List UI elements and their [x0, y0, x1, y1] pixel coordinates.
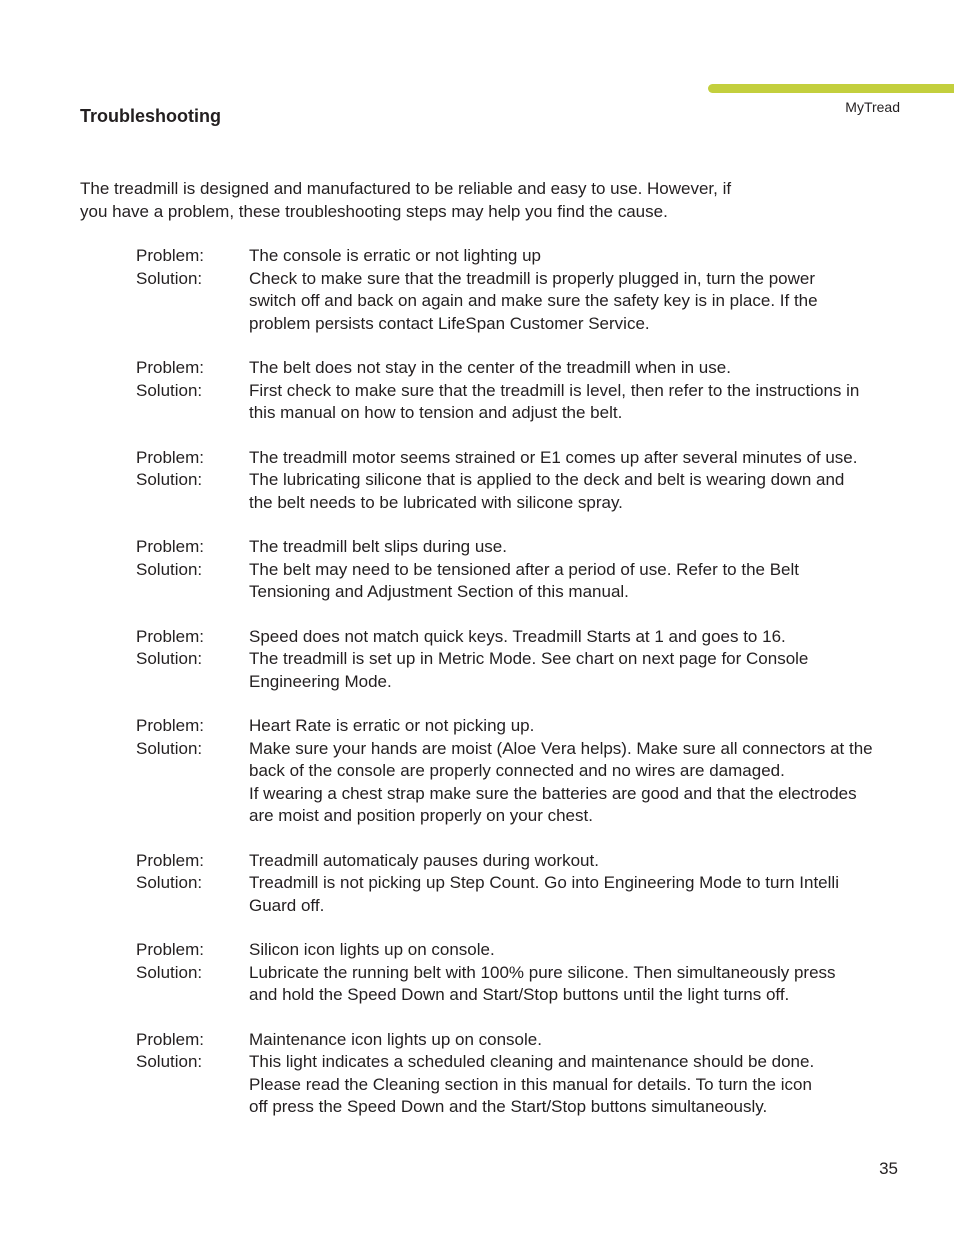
solution-text	[249, 1051, 896, 1119]
problem-row	[136, 939, 896, 962]
solution-line: If wearing a chest strap make sure the batteries are good and that the electrodes	[249, 783, 857, 803]
problem-label: Problem:	[136, 850, 205, 870]
solution-line: Please read the Cleaning section in this manual for details. To turn the icon	[249, 1074, 812, 1094]
solution-line: The lubricating silicone that is applied to the deck and belt is wearing down and	[249, 470, 845, 489]
solution-row	[136, 962, 896, 1007]
solution-line: off press the Speed Down and the Start/Stop buttons simultaneously.	[249, 1097, 768, 1116]
solution-label: Solution:	[136, 738, 203, 758]
brand-name: MyTread	[845, 99, 900, 115]
solution-line: The treadmill is set up in Metric Mode. See chart on next page for Console	[249, 649, 809, 668]
solution-text	[249, 469, 896, 514]
solution-label: Solution:	[136, 559, 203, 579]
problem-row	[136, 850, 896, 873]
problem-row	[136, 245, 896, 268]
solution-label: Solution:	[136, 873, 203, 892]
problem-text	[249, 715, 896, 738]
problem-label: Problem:	[136, 537, 205, 556]
page-number: 35	[879, 1159, 898, 1178]
troubleshooting-item	[136, 1029, 896, 1119]
problem-text	[249, 939, 896, 962]
solution-line: Guard off.	[249, 895, 325, 915]
troubleshooting-item	[136, 850, 896, 918]
problem-text	[249, 1029, 896, 1052]
solution-line: and hold the Speed Down and Start/Stop buttons until the light turns off.	[249, 985, 790, 1004]
solution-text	[249, 962, 896, 1007]
solution-line: problem persists contact LifeSpan Customer Service.	[249, 313, 650, 333]
solution-line: Tensioning and Adjustment Section of this manual.	[249, 582, 629, 601]
solution-line: this manual on how to tension and adjust the belt.	[249, 403, 623, 422]
intro-line: The treadmill is designed and manufactured to be reliable and easy to use. However, if	[80, 179, 732, 198]
problem-label: Problem:	[136, 358, 205, 377]
problem-row	[136, 715, 896, 738]
problem-line: Heart Rate is erratic or not picking up.	[249, 716, 535, 735]
solution-text	[249, 380, 896, 425]
intro-paragraph	[80, 177, 780, 223]
troubleshooting-item	[136, 447, 896, 515]
problem-line: Silicon icon lights up on console.	[249, 940, 495, 959]
problem-row	[136, 357, 896, 380]
problem-text	[249, 357, 896, 380]
problem-row	[136, 447, 896, 470]
solution-line: Treadmill is not picking up Step Count. Go into Engineering Mode to turn Intelli	[249, 873, 839, 892]
solution-label: Solution:	[136, 380, 203, 400]
solution-row	[136, 380, 896, 425]
solution-text	[249, 559, 896, 604]
troubleshooting-item	[136, 245, 896, 335]
solution-row	[136, 648, 896, 693]
solution-line: First check to make sure that the treadmill is level, then refer to the instructions in	[249, 380, 860, 400]
problem-line: Maintenance icon lights up on console.	[249, 1029, 542, 1049]
troubleshooting-item	[136, 626, 896, 694]
problem-line: The treadmill belt slips during use.	[249, 537, 507, 556]
problem-label: Problem:	[136, 940, 205, 959]
solution-row	[136, 872, 896, 917]
problem-label: Problem:	[136, 447, 205, 467]
problem-line: The treadmill motor seems strained or E1 comes up after several minutes of use.	[249, 447, 858, 467]
problem-text	[249, 850, 896, 873]
solution-line: Lubricate the running belt with 100% pure silicone. Then simultaneously press	[249, 962, 836, 982]
problem-text	[249, 626, 896, 649]
solution-text	[249, 648, 896, 693]
solution-label: Solution:	[136, 1052, 203, 1071]
solution-line: Engineering Mode.	[249, 671, 392, 691]
solution-row	[136, 469, 896, 514]
problem-label: Problem:	[136, 716, 205, 735]
solution-row	[136, 738, 896, 828]
page-title: Troubleshooting	[80, 106, 221, 126]
solution-line: the belt needs to be lubricated with silicone spray.	[249, 492, 623, 512]
solution-row	[136, 268, 896, 336]
troubleshooting-item	[136, 536, 896, 604]
troubleshooting-item	[136, 357, 896, 425]
solution-row	[136, 559, 896, 604]
problem-row	[136, 1029, 896, 1052]
solution-label: Solution:	[136, 649, 203, 668]
problem-text	[249, 536, 896, 559]
troubleshooting-item	[136, 939, 896, 1007]
solution-line: switch off and back on again and make sure the safety key is in place. If the	[249, 291, 818, 310]
problem-text	[249, 245, 896, 268]
solution-text	[249, 268, 896, 336]
problem-line: Treadmill automaticaly pauses during workout.	[249, 850, 599, 870]
problem-line: The belt does not stay in the center of the treadmill when in use.	[249, 358, 731, 377]
problem-line: The console is erratic or not lighting up	[249, 246, 541, 265]
troubleshooting-item	[136, 715, 896, 828]
header-accent-bar	[708, 84, 954, 93]
solution-line: This light indicates a scheduled cleaning and maintenance should be done.	[249, 1052, 815, 1071]
solution-label: Solution:	[136, 962, 203, 982]
solution-label: Solution:	[136, 470, 203, 489]
solution-row	[136, 1051, 896, 1119]
problem-text	[249, 447, 896, 470]
solution-line: Make sure your hands are moist (Aloe Vera helps). Make sure all connectors at the	[249, 738, 873, 758]
solution-text	[249, 738, 896, 828]
solution-line: Check to make sure that the treadmill is properly plugged in, turn the power	[249, 268, 816, 288]
problem-row	[136, 626, 896, 649]
solution-text	[249, 872, 896, 917]
troubleshooting-list	[136, 245, 896, 1141]
problem-row	[136, 536, 896, 559]
problem-label: Problem:	[136, 1029, 205, 1049]
problem-label: Problem:	[136, 626, 205, 646]
solution-line: The belt may need to be tensioned after a period of use. Refer to the Belt	[249, 559, 800, 579]
intro-line: you have a problem, these troubleshooting steps may help you find the cause.	[80, 202, 668, 221]
solution-label: Solution:	[136, 268, 203, 288]
problem-label: Problem:	[136, 246, 205, 265]
solution-line: are moist and position properly on your chest.	[249, 806, 593, 825]
problem-line: Speed does not match quick keys. Treadmill Starts at 1 and goes to 16.	[249, 626, 786, 646]
solution-line: back of the console are properly connected and no wires are damaged.	[249, 761, 785, 780]
